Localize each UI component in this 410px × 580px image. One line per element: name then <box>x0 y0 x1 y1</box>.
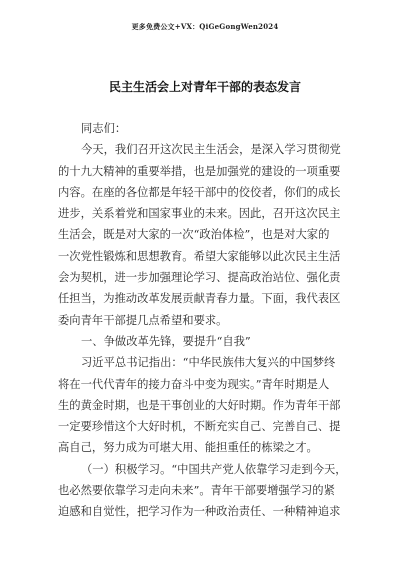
text-line: 将在一代代青年的接力奋斗中变为现实。”青年时期是人 <box>58 377 330 391</box>
header-note: 更多免费公文+VX：QiGeGongWen2024 <box>131 22 279 31</box>
document-title: 民主生活会上对青年干部的表态发言 <box>108 80 301 94</box>
text-line: 内容。在座的各位都是年轻干部中的佼佼者，你们的成长 <box>58 185 341 199</box>
text-line: 习近平总书记指出：“中华民族伟大复兴的中国梦终 <box>81 356 336 370</box>
text-line: 迫感和自觉性，把学习作为一种政治责任、一种精神追求 <box>58 505 341 519</box>
text-line: 一定要珍惜这个大好时机，不断充实自己、完善自己、提 <box>58 420 341 434</box>
text-line: 的十九大精神的重要举措，也是加强党的建设的一项重要 <box>58 164 341 178</box>
text-line: 任担当，为推动改革发展贡献青春力量。下面，我代表区 <box>58 292 341 306</box>
text-line: 高自己，努力成为可堪大用、能担重任的栋梁之才。 <box>58 441 318 455</box>
text-line: 一次党性锻炼和思想教育。希望大家能够以此次民主生活 <box>58 249 341 263</box>
text-line: 生的黄金时期，也是干事创业的大好时期。作为青年干部 <box>58 398 341 412</box>
text-line: 也必然要依靠学习走向未来”。青年干部要增强学习的紧 <box>58 484 335 498</box>
text-line: 今天，我们召开这次民主生活会，是深入学习贯彻党 <box>81 143 341 157</box>
text-line: 一、争做改革先锋，要提升“自我” <box>81 334 251 348</box>
document-body <box>58 118 358 523</box>
text-line: （一）积极学习。“中国共产党人依靠学习走到今天， <box>81 462 347 476</box>
text-line: 会为契机，进一步加强理论学习、提高政治站位、强化责 <box>58 271 341 285</box>
text-line: 委向青年干部提几点希望和要求。 <box>58 313 228 327</box>
text-line: 生活会，既是对大家的一次“政治体检”，也是对大家的 <box>58 228 330 242</box>
text-line: 同志们： <box>81 122 127 135</box>
text-line: 进步，关系着党和国家事业的未来。因此，召开这次民主 <box>58 207 341 221</box>
